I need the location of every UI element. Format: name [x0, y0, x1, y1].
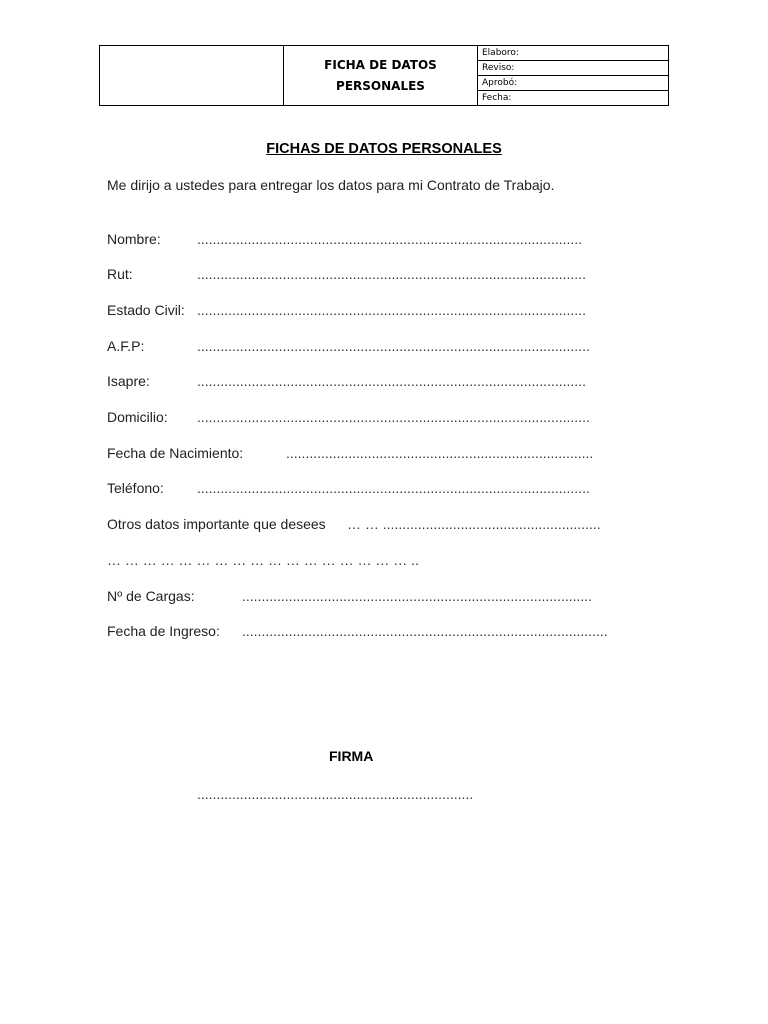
field-blank: ................................................................................................... — [197, 231, 583, 247]
signature-line: ....................................................................... — [197, 786, 474, 802]
header-title-line-2: PERSONALES — [336, 78, 425, 93]
field-label: Otros datos importante que desees — [107, 516, 326, 532]
field-label: Nº de Cargas: — [107, 588, 195, 604]
header-title-line-1: FICHA DE DATOS — [324, 57, 437, 72]
approval-meta — [478, 46, 668, 105]
field-label: Teléfono: — [107, 480, 164, 496]
field-blank: .............................................................................................. — [242, 623, 608, 639]
field-blank: ..................................................................................................... — [197, 480, 590, 496]
signature-label: FIRMA — [329, 748, 374, 764]
field-label: Isapre: — [107, 373, 150, 389]
field-label: Fecha de Ingreso: — [107, 623, 220, 639]
field-label: Nombre: — [107, 231, 161, 247]
field-label: Fecha de Nacimiento: — [107, 445, 244, 461]
meta-fecha: Fecha: — [482, 93, 512, 103]
meta-elaboro: Elaboro: — [478, 46, 668, 61]
field-blank: .......................................................................................... — [242, 588, 593, 604]
logo-cell — [100, 46, 284, 105]
field-label: Domicilio: — [107, 409, 168, 425]
field-label: Estado Civil: — [107, 302, 185, 318]
document-header-table — [99, 45, 669, 106]
field-blank: .................................................................................................... — [197, 373, 586, 389]
meta-aprobo: Aprobó: — [478, 76, 668, 91]
field-blank: ............................................................................... — [286, 445, 594, 461]
header-title — [284, 46, 478, 105]
field-blank: … … ........................................................ — [347, 516, 601, 532]
field-blank: .................................................................................................... — [197, 266, 586, 282]
document-title: FICHAS DE DATOS PERSONALES — [266, 141, 502, 157]
field-label: A.F.P: — [107, 338, 145, 354]
field-blank: .................................................................................................... — [197, 302, 586, 318]
field-blank: ..................................................................................................... — [197, 338, 590, 354]
field-blank: … … … … … … … … … … … … … … … … … .. — [107, 552, 419, 568]
field-blank: ..................................................................................................... — [197, 409, 590, 425]
field-label: Rut: — [107, 266, 133, 282]
intro-text: Me dirijo a ustedes para entregar los datos para mi Contrato de Trabajo. — [107, 177, 555, 193]
meta-reviso: Reviso: — [478, 61, 668, 76]
